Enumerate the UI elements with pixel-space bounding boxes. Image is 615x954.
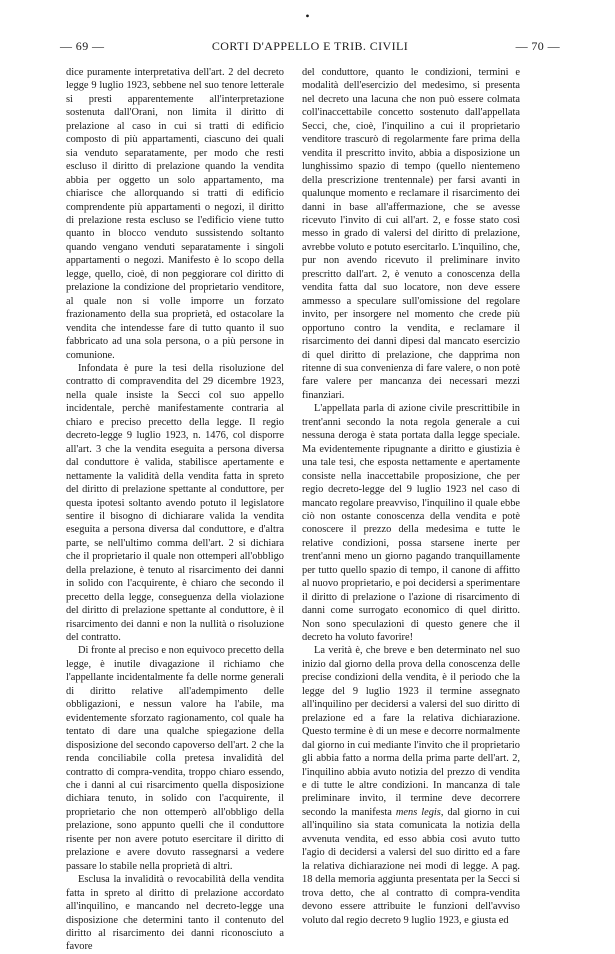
left-page-number: — 69 — <box>60 39 105 53</box>
right-column <box>302 66 520 926</box>
paragraph: Di fronte al preciso e non equivoco precetto della legge, è inutile divagazione il richiamo che l'appellante incidentalmente fa delle norme generali di diritto relative all'adempimento delle obbligazioni, e nessun valore ha l'abile, ma evidentemente sforzato ragionamento, col quale ha tentato di dare una qualche spiegazione della disposizione del secondo capoverso dell'art. 2 che la renda conciliabile colla pretesa invalidità del contratto di compra-vendita, troppo chiaro essendo, che i danni al cui risarcimento quella disposizione dichiara tenuto, in solido con l'acquirente, il proprietario che non ottemperò all'obbligo della prelazione, sono appunto quelli che il conduttore risente per non avere potuto esercitare il diritto di prelazione e avere dovuto rassegnarsi a vedere passare lo stabile nella proprietà di altri. <box>66 645 284 872</box>
running-title: CORTI D'APPELLO E TRIB. CIVILI <box>211 39 409 53</box>
paragraph: Infondata è pure la tesi della risoluzione del contratto di compravendita del 29 dicembre 1923, nella quale insiste la Secci col suo appello incidentale, perchè manifestamente contraria al chiaro e preciso precetto della legge. Il regio decreto-legge 9 luglio 1923, n. 1476, col disporre all'art. 3 che la vendita eseguita a persona diversa dal conduttore è valida, stabilisce apertamente e nettamente la validità della vendita fatta in spreto del diritto di prelazione spettante al conduttore, per questa ipotesi soltanto avendo potuto il legislatore sentire il bisogno di dichiarare valida la vendita eseguita a persona diversa dal conduttore, e d'altra parte, se nell'ultimo comma dell'art. 2 si dichiara che il proprietario il quale non ottemperi all'obbligo della prelazione, è tenuto al risarcimento dei danni in solido con l'acquirente, è chiaro che secondo il precetto della legge, conseguenza della violazione del diritto di prelazione spettante al conduttore, è il risarcimento dei danni e non la nullità o risoluzione del contratto. <box>66 362 284 644</box>
page-mark: • <box>305 9 310 23</box>
running-header <box>60 38 560 54</box>
paragraph: del conduttore, quanto le condizioni, termini e modalità dell'esercizio del medesimo, si presenta nel decreto una lacuna che non può essere colmata coll'inaccettabile concetto sostenuto dall'appellata Secci, che, cioè, l'inquilino a cui il proprietario venditore trascurò di regolarmente fare prima della vendita il prescritto invito, abbia a disposizione un lunghissimo spazio di tempo (quello nientemeno della prescrizione trentennale) per farsi avanti in qualunque momento e reclamare il risarcimento dei danni in base all'affermazione, che se avesse ricevuto l'invito di cui all'art. 2, e fosse stato così messo in grado di valersi del diritto di prelazione, avrebbe voluto e potuto esercitarlo. L'inquilino, che, pur non avendo ricevuto il preliminare invito prescritto dall'art. 2, è venuto a conoscenza della vendita fatta dal suo locatore, non deve essere ammesso a speculare sull'omissione del regolare invito, per insorgere nel momento che crede più opportuno contro la vendita, e reclamare il risarcimento dei danni dipesi dal mancato esercizio di quel diritto di prelazione, che dapprima non ritenne di sua convenienza di fare valere, o non potè fare valere per mancanza dei necessari mezzi finanziari. <box>302 67 520 401</box>
left-column <box>66 66 284 953</box>
paragraph-text: La verità è, che breve e ben determinato nel suo inizio dal giorno della prova della conoscenza delle precise condizioni della vendita, è il periodo che la legge del 9 luglio 1923 il termine assegnato all'inquilino per decidersi a valersi del suo diritto di prelazione ed a fare la relativa dichiarazione. Questo termine è di un mese e decorre normalmente dal giorno in cui mediante l'invito che il proprietario gli abbia fatto a norma della prima parte dell'art. 2, l'inquilino abbia avuto notizia del prezzo di vendita e di tutte le altre condizioni. In mancanza di tale preliminare invito, il termine deve decorrere secondo la manifesta <box>302 645 520 818</box>
right-page-number: — 70 — <box>515 39 560 53</box>
paragraph <box>302 644 520 927</box>
paragraph-text: , dal giorno in cui all'inquilino sia stata comunicata la notizia della avvenuta vendita, ed esso abbia così avuto tutto l'agio di decidersi a valersi del suo diritto ed a fare la relativa dichiarazione nei modi di legge. A pag. 18 della memoria aggiunta presentata per la Secci si trova detto, che al contratto di compra-vendita devono essere attribuite le funzioni dell'avviso voluto dal regio decreto 9 luglio 1923, e giusta ed <box>302 806 520 926</box>
paragraph: dice puramente interpretativa dell'art. 2 del decreto legge 9 luglio 1923, sebbene nel suo tenore letterale si presti apparentemente all'interpretazione sostenuta dall'Orani, non limita il diritto di prelazione al caso in cui si tratti di edificio composto di più appartamenti, ciascuno dei quali sia venduto separatamente, per modo che resti escluso il diritto di prelazione quando la vendita abbia per oggetto un solo appartamento, ma chiarisce che allorquando si tratti di edificio comprendente più appartamenti o negozi, il diritto di prelazione resta escluso se l'edificio viene tutto quanto in blocco venduto sussistendo soltanto quando vengano venduti separatamente i singoli appartamenti o negozi. Manifesto è lo scopo della legge, quello, cioè, di non peggiorare col diritto di prelazione la condizione del proprietario venditore, al quale non si volle imporre un forzato frazionamento della sua proprietà, ed ostacolare la vendita che intendesse fare di tutto quanto il suo fabbricato ad una sola persona, o a più persone in comunione. <box>66 67 284 361</box>
paragraph: L'appellata parla di azione civile prescrittibile in trent'anni secondo la nota regola generale a cui nessuna deroga è stata portata dalla legge speciale. Ma evidentemente ripugnante a diritto e giustizia è una tale tesi, che esposta nettamente e apertamente consiste nella inaccettabile proposizione, che per regio decreto-legge del 9 luglio 1923 nel caso di mancato regolare preavviso, l'inquilino il quale ebbe ciò non ostante conoscenza della vendita e potè conoscere il prezzo della medesima e tutte le relative condizioni, possa starsene inerte per trent'anni meno un giorno pagando tranquillamente per tutto quello spazio di tempo, il canone di affitto al nuovo proprietario, e poi decidersi a sperimentare il diritto di prelazione o l'azione di risarcimento di danni come surrogato economico di quel diritto. Non sono speculazioni di questo genere che il decreto ha voluto favorire! <box>302 403 520 644</box>
paragraph: Esclusa la invalidità o revocabilità della vendita fatta in spreto al diritto di prelazione accordato all'inquilino, e mancando nel decreto-legge una disposizione che determini tanto il contenuto del diritto al risarcimento dei danni riconosciuto a favore <box>66 874 284 953</box>
latin-phrase: mens legis <box>395 806 441 818</box>
